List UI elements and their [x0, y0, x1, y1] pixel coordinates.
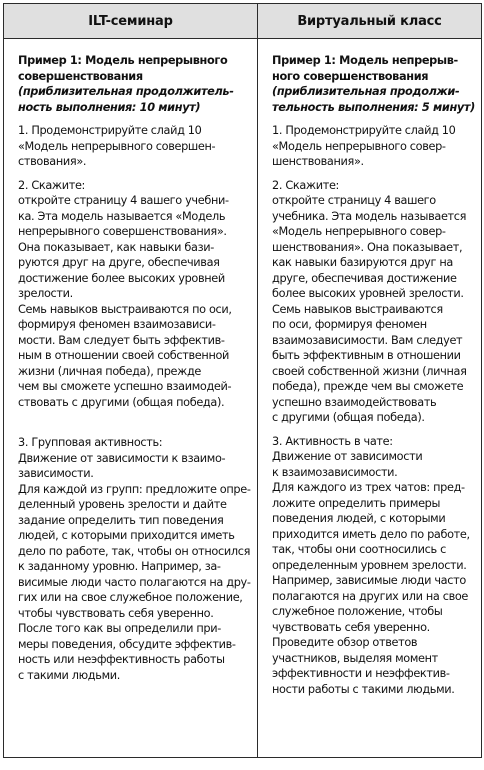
- text-line: 3. Активность в чате:: [272, 434, 393, 448]
- text-line: ложите определить примеры: [272, 496, 441, 510]
- text-line: совершенствования: [18, 69, 143, 83]
- text-line: формируя феномен взаимозависи-: [18, 318, 216, 331]
- text-line: деленный уровень зрелости и дайте: [18, 498, 227, 511]
- text-line: тельность выполнения: 5 минут): [272, 100, 475, 114]
- text-line: шенствования».: [272, 155, 364, 168]
- text-line: ствовать с другими (общая победа).: [18, 395, 225, 409]
- virtual-step-1: [272, 123, 477, 170]
- text-line: ного совершенствования: [272, 69, 429, 83]
- virtual-example-title: [272, 53, 477, 84]
- ilt-step-1: [18, 123, 251, 170]
- text-line: Для каждой из групп: предложите опре-: [18, 482, 251, 496]
- text-line: Движение от зависимости: [272, 450, 423, 463]
- virtual-duration-note: [272, 84, 477, 115]
- text-line: Проведите обзор ответов: [272, 636, 418, 649]
- comparison-table: [3, 3, 482, 758]
- text-line: людей, с которыми приходится иметь: [18, 529, 235, 542]
- ilt-step-2: [18, 178, 251, 411]
- text-line: непрерывного совершенствования».: [18, 225, 227, 238]
- text-line: ствования».: [18, 155, 87, 168]
- ilt-duration-note: [18, 84, 251, 115]
- text-line: «Модель непрерывного совер-: [272, 225, 446, 238]
- header-virtual-class: Виртуальный класс: [258, 4, 482, 39]
- text-line: «Модель непрерывного совершен-: [18, 139, 216, 153]
- text-line: дело по работе, так, чтобы он относился: [18, 544, 251, 558]
- text-line: как навыки базируются друг на: [272, 256, 453, 269]
- text-line: Пример 1: Модель непрерыв-: [272, 54, 458, 67]
- text-line: чем вы сможете успешно взаимодей-: [18, 380, 232, 393]
- text-line: «Модель непрерывного совер-: [272, 139, 446, 153]
- text-line: чтобы чувствовать себя уверенно.: [18, 606, 214, 620]
- text-line: взаимозависимости. Вам следует: [272, 333, 463, 347]
- text-line: шенствования». Она показывает,: [272, 240, 463, 254]
- text-line: откройте страницу 4 вашего: [272, 194, 436, 207]
- text-line: эффективности и неэффектив-: [272, 667, 450, 680]
- text-line: приходится иметь дело по работе,: [272, 527, 470, 541]
- text-line: участников, выделяя момент: [272, 651, 438, 665]
- ilt-step-3: [18, 435, 251, 683]
- text-line: с другими (общая победа).: [272, 411, 425, 424]
- table-body-row: [4, 39, 482, 758]
- text-line: определенным уровнем зрелости.: [272, 558, 467, 572]
- text-line: Семь навыков выстраиваются по оси,: [18, 302, 232, 316]
- text-line: 2. Скажите:: [18, 178, 86, 192]
- text-line: служебное положение, чтобы: [272, 605, 443, 618]
- text-line: учебника. Эта модель называется: [272, 209, 467, 223]
- ilt-example-title: [18, 53, 251, 84]
- text-line: После того как вы определили при-: [18, 622, 221, 635]
- header-ilt-seminar: ILT-семинар: [4, 4, 258, 39]
- text-line: жизни (личная победа), прежде: [18, 364, 202, 378]
- virtual-step-2: [272, 178, 477, 426]
- text-line: по оси, формируя феномен: [272, 318, 427, 331]
- text-line: успешно взаимодействовать: [272, 395, 437, 409]
- text-line: зависимости.: [18, 467, 94, 480]
- text-line: ности работы с такими людьми.: [272, 682, 455, 696]
- text-line: откройте страницу 4 вашего учебни-: [18, 194, 229, 207]
- text-line: своей собственной жизни (личная: [272, 364, 467, 378]
- text-line: 1. Продемонстрируйте слайд 10: [18, 124, 202, 137]
- text-line: зрелости.: [18, 287, 73, 300]
- text-line: Пример 1: Модель непрерывного: [18, 54, 228, 67]
- text-line: Семь навыков выстраиваются: [272, 302, 443, 316]
- text-line: 2. Скажите:: [272, 178, 340, 192]
- text-line: к заданному уровню. Например, за-: [18, 560, 221, 573]
- text-line: чувствовать себя уверенно.: [272, 620, 430, 634]
- text-line: ность выполнения: 10 минут): [18, 100, 201, 114]
- text-line: быть эффективным в отношении: [272, 349, 461, 362]
- text-line: задание определить тип поведения: [18, 513, 224, 527]
- table-header-row: [4, 4, 482, 39]
- text-line: 1. Продемонстрируйте слайд 10: [272, 124, 456, 137]
- text-line: (приблизительная продолжи-: [272, 85, 460, 98]
- text-line: Например, зависимые люди часто: [272, 574, 466, 587]
- text-line: ность или неэффективность работы: [18, 653, 225, 666]
- text-line: друге, обеспечивая достижение: [272, 271, 457, 285]
- text-line: Она показывает, как навыки бази-: [18, 240, 214, 254]
- text-line: так, чтобы они соотносились с: [272, 543, 446, 556]
- text-line: ка. Эта модель называется «Модель: [18, 209, 226, 223]
- text-line: меры поведения, обсудите эффектив-: [18, 637, 236, 651]
- text-line: ным в отношении своей собственной: [18, 349, 230, 362]
- text-line: победа), прежде чем вы сможете: [272, 380, 464, 393]
- text-line: достижение более высоких уровней: [18, 271, 225, 285]
- text-line: Движение от зависимости к взаимо-: [18, 451, 226, 465]
- text-line: более высоких уровней зрелости.: [272, 287, 464, 300]
- text-line: 3. Групповая активность:: [18, 436, 163, 449]
- text-line: висимые люди часто полагаются на дру-: [18, 575, 251, 589]
- text-line: с такими людьми.: [18, 668, 120, 682]
- text-line: поведения людей, с которыми: [272, 512, 446, 525]
- text-line: Для каждого из трех чатов: пред-: [272, 481, 465, 494]
- text-line: полагаются на других или на свое: [272, 589, 469, 603]
- text-line: руются друг на друге, обеспечивая: [18, 256, 220, 269]
- text-line: гих или на свое служебное положение,: [18, 591, 243, 604]
- text-line: (приблизительная продолжитель-: [18, 85, 234, 98]
- text-line: мости. Вам следует быть эффектив-: [18, 333, 225, 347]
- text-line: к взаимозависимости.: [272, 465, 398, 479]
- virtual-class-column: [258, 39, 482, 758]
- ilt-column: [4, 39, 258, 758]
- virtual-step-3: [272, 434, 477, 698]
